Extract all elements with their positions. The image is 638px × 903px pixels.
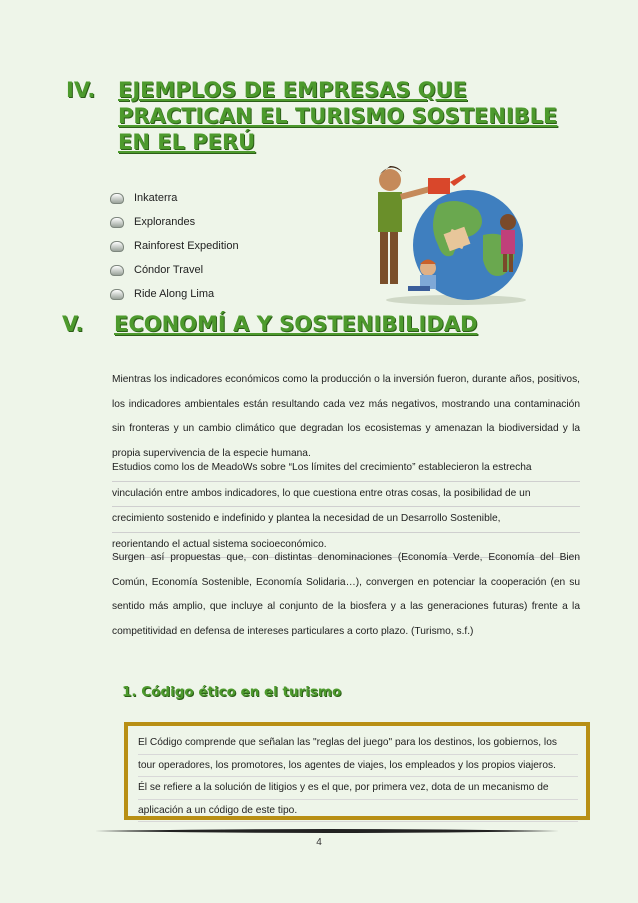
- list-item: [110, 258, 239, 282]
- list-item: [110, 186, 239, 210]
- list-item: [110, 234, 239, 258]
- list-item: [110, 282, 239, 306]
- company-list: [110, 186, 239, 306]
- paragraph-line: reorientando el actual sistema socioeconómico.: [112, 533, 580, 559]
- paragraph-line: crecimiento sostenido e indefinido y plantea la necesidad de un Desarrollo Sostenible,: [112, 507, 580, 533]
- section-number: V.: [62, 312, 84, 336]
- paragraph-line: Estudios como los de MeadoWs sobre “Los límites del crecimiento” establecieron la estrecha: [112, 456, 580, 482]
- globe-kids-illustration: [368, 160, 538, 305]
- box-line: tour operadores, los promotores, los agentes de viajes, los empleados y los propios viajeros.: [138, 755, 578, 778]
- bullet-icon: [110, 241, 124, 252]
- company-name: Inkaterra: [134, 192, 178, 204]
- company-name: Ride Along Lima: [134, 288, 215, 300]
- box-line: El Código comprende que señalan las "reglas del juego" para los destinos, los gobiernos, los: [138, 732, 578, 755]
- bullet-icon: [110, 217, 124, 228]
- code-ethics-box: [124, 722, 590, 820]
- heading-line: EN EL PERÚ: [118, 130, 256, 154]
- paragraph: Mientras los indicadores económicos como la producción o la inversión fueron, durante años, positivos, los indicadores ambientales están resultando cada vez más negativos, mostrando una contaminación sin fronteras y un cambio climático que degradan los ecosistemas y amenazan la biodiversidad y la propia supervivencia de la especie humana.: [112, 374, 580, 459]
- company-name: Explorandes: [134, 216, 196, 228]
- box-line: aplicación a un código de este tipo.: [138, 800, 578, 823]
- footer-divider: [95, 827, 559, 835]
- paragraph: [112, 456, 580, 558]
- heading-line: PRACTICAN EL TURISMO SOSTENIBLE: [118, 104, 558, 128]
- bullet-icon: [110, 289, 124, 300]
- company-name: Rainforest Expedition: [134, 240, 239, 252]
- list-item: [110, 210, 239, 234]
- bullet-icon: [110, 193, 124, 204]
- box-line: Él se refiere a la solución de litigios y es el que, por primera vez, dota de un mecanismo de: [138, 777, 578, 800]
- company-name: Cóndor Travel: [134, 264, 204, 276]
- heading-line: ECONOMÍ A Y SOSTENIBILIDAD: [114, 312, 478, 336]
- section-number: IV.: [66, 78, 96, 102]
- heading-line: EJEMPLOS DE EMPRESAS QUE: [118, 78, 468, 102]
- subsection-heading: 1. Código ético en el turismo: [122, 684, 342, 700]
- bullet-icon: [110, 265, 124, 276]
- page-number: 4: [316, 837, 322, 848]
- paragraph: Surgen así propuestas que, con distintas denominaciones (Economía Verde, Economía del Bien Común, Economía Sostenible, Economía Solidaria…), convergen en potenciar la cooperación (en su sentido más amplio, que incluye al conjunto de la biosfera y a las generaciones futuras) frente a la competitividad en defensa de intereses particulares a corto plazo. (Turismo, s.f.): [112, 552, 580, 637]
- paragraph-line: vinculación entre ambos indicadores, lo que cuestiona entre otras cosas, la posibilidad de un: [112, 482, 580, 508]
